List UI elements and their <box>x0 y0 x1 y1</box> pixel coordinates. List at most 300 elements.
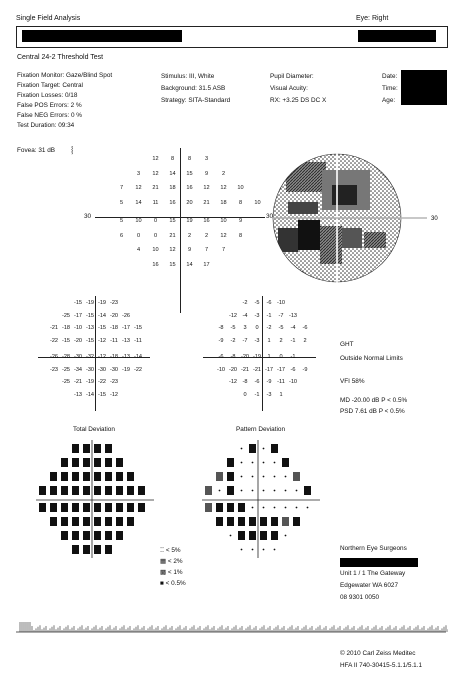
pd-value: -5 <box>278 325 284 331</box>
pd-plot-symbol <box>263 507 265 509</box>
pd-value: -7 <box>242 337 248 344</box>
sensitivity-value: 8 <box>238 232 243 239</box>
pd-plot-symbol <box>293 517 300 526</box>
pd-value: -17 <box>276 366 286 373</box>
false-neg-errors: False NEG Errors: 0 % <box>17 112 82 119</box>
pd-plot-symbol <box>241 549 243 551</box>
legend-row-2: ▦ < 2% <box>160 558 183 565</box>
sensitivity-value: 2 <box>204 232 209 239</box>
sensitivity-value: 12 <box>220 232 227 239</box>
td-value: -13 <box>73 391 83 398</box>
pd-value: -4 <box>242 312 248 319</box>
td-value: -20 <box>109 312 119 319</box>
legend-row-05: ■ < 0.5% <box>160 580 186 587</box>
pd-plot-symbol <box>252 507 254 509</box>
pd-plot-symbol <box>274 462 276 464</box>
pd-plot-symbol <box>285 507 287 509</box>
sensitivity-value: 0 <box>153 218 158 224</box>
td-plot-symbol <box>83 486 90 495</box>
td-plot-symbol <box>116 503 123 512</box>
sensitivity-value: 12 <box>152 156 159 162</box>
td-plot-symbol <box>94 503 101 512</box>
test-name: Central 24-2 Threshold Test <box>17 54 104 61</box>
md-value: MD -20.00 dB P < 0.5% <box>340 397 408 404</box>
pd-plot-symbol <box>241 490 243 492</box>
pd-plot-symbol <box>263 549 265 551</box>
sensitivity-value: 18 <box>220 199 227 206</box>
copyright: © 2010 Carl Zeiss Meditec <box>340 650 416 657</box>
pd-plot-symbol <box>252 490 254 492</box>
pd-plot-symbol <box>205 486 212 495</box>
false-pos-errors: False POS Errors: 2 % <box>17 102 82 109</box>
td-plot-symbol <box>105 458 112 467</box>
pd-plot-symbol <box>282 458 289 467</box>
pd-value: -2 <box>230 337 236 344</box>
td-plot-symbol <box>72 545 79 554</box>
rx: RX: +3.25 DS DC X <box>270 97 327 104</box>
pd-plot-symbol <box>252 462 254 464</box>
pd-plot-symbol <box>241 476 243 478</box>
time-label: Time: <box>382 85 398 92</box>
pd-value: -5 <box>230 325 236 331</box>
td-value: -19 <box>85 379 95 385</box>
institution-phone: 08 9301 0050 <box>340 594 380 601</box>
td-plot-symbol <box>116 517 123 526</box>
pd-value: -1 <box>266 312 272 319</box>
td-value: -26 <box>49 354 59 360</box>
pd-plot-symbol <box>274 476 276 478</box>
sensitivity-value: 2 <box>221 170 226 177</box>
pd-value: -3 <box>254 312 260 319</box>
sensitivity-value: 10 <box>220 218 227 224</box>
td-value: -25 <box>61 379 71 385</box>
td-plot-symbol <box>72 503 79 512</box>
td-plot-symbol <box>105 517 112 526</box>
date-label: Date: <box>382 73 398 80</box>
total-deviation-title: Total Deviation <box>73 426 115 433</box>
pd-plot-symbol <box>271 444 278 453</box>
pd-value: -3 <box>254 337 260 344</box>
pd-plot-symbol <box>227 503 234 512</box>
pd-value: -5 <box>254 300 260 306</box>
sensitivity-value: 16 <box>186 185 193 191</box>
pd-plot-symbol <box>285 535 287 537</box>
pd-value: 1 <box>279 391 283 398</box>
pd-plot-symbol <box>274 507 276 509</box>
pd-plot-symbol <box>227 472 234 481</box>
pd-value: -10 <box>288 379 298 385</box>
pd-plot-symbol <box>249 517 256 526</box>
sensitivity-value: 14 <box>186 261 193 268</box>
td-plot-symbol <box>39 503 46 512</box>
td-value: -25 <box>61 366 71 373</box>
sensitivity-value: 12 <box>203 185 210 191</box>
pd-value: -9 <box>302 366 308 373</box>
td-plot-symbol <box>116 472 123 481</box>
td-value: -19 <box>97 300 107 306</box>
visual-acuity: Visual Acuity: <box>270 85 308 92</box>
background: Background: 31.5 ASB <box>161 85 226 92</box>
pd-value: -6 <box>266 300 272 306</box>
fixation-monitor: Fixation Monitor: Gaze/Blind Spot <box>17 72 113 79</box>
pd-value: -10 <box>216 366 226 373</box>
pd-plot-symbol <box>285 490 287 492</box>
td-plot-symbol <box>83 444 90 453</box>
sensitivity-value: 4 <box>136 247 141 253</box>
pd-plot-symbol <box>307 507 309 509</box>
pd-plot-symbol <box>216 517 223 526</box>
td-value: -15 <box>61 337 71 344</box>
td-plot-symbol <box>105 472 112 481</box>
pd-value: -21 <box>252 366 262 373</box>
td-value: -23 <box>49 366 59 373</box>
td-value: -19 <box>85 300 95 306</box>
td-value: -18 <box>61 325 71 331</box>
td-plot-symbol <box>83 545 90 554</box>
td-value: -15 <box>97 391 107 398</box>
td-plot-symbol <box>50 517 57 526</box>
pd-plot-symbol <box>252 476 254 478</box>
td-value: -30 <box>109 366 119 373</box>
pd-plot-symbol <box>249 531 256 540</box>
sensitivity-value: 21 <box>152 185 159 191</box>
pd-value: -3 <box>266 391 272 398</box>
sensitivity-value: 21 <box>203 199 210 206</box>
pd-plot-symbol <box>263 490 265 492</box>
td-plot-symbol <box>83 531 90 540</box>
pd-value: -6 <box>218 354 224 360</box>
pd-value: 1 <box>267 337 271 344</box>
legend-1-icon: ▩ <box>160 569 168 576</box>
td-value: -21 <box>49 325 59 331</box>
pd-plot-symbol <box>263 476 265 478</box>
td-value: -28 <box>61 354 71 360</box>
td-plot-symbol <box>83 517 90 526</box>
sensitivity-value: 5 <box>119 199 124 206</box>
pd-value: -20 <box>240 354 250 360</box>
sensitivity-value: 3 <box>136 170 141 177</box>
pd-value: -20 <box>228 366 238 373</box>
sensitivity-value: 21 <box>169 232 176 239</box>
pd-value: 0 <box>255 325 259 331</box>
td-plot-symbol <box>105 531 112 540</box>
td-value: -14 <box>133 354 143 360</box>
pd-plot-symbol <box>219 490 221 492</box>
pd-value: 2 <box>279 337 283 344</box>
td-value: -23 <box>109 379 119 385</box>
pd-value: -9 <box>218 337 224 344</box>
sensitivity-value: 10 <box>254 199 261 206</box>
td-value: -17 <box>73 312 83 319</box>
td-value: -15 <box>133 325 143 331</box>
sensitivity-value: 8 <box>170 156 175 162</box>
pd-value: 2 <box>303 337 307 344</box>
td-value: -22 <box>133 366 143 373</box>
td-plot-symbol <box>83 503 90 512</box>
pd-value: -21 <box>240 366 250 373</box>
sensitivity-value: 7 <box>204 247 209 253</box>
td-plot-symbol <box>127 517 134 526</box>
pattern-deviation-title: Pattern Deviation <box>236 426 286 433</box>
institution-name: Northern Eye Surgeons <box>340 545 407 552</box>
td-plot-symbol <box>72 458 79 467</box>
legend-05-icon: ■ <box>160 580 166 587</box>
td-plot-symbol <box>94 486 101 495</box>
sensitivity-value: 12 <box>152 170 159 177</box>
pd-plot-symbol <box>260 531 267 540</box>
td-value: -18 <box>109 325 119 331</box>
sensitivity-value: 16 <box>152 261 159 268</box>
sensitivity-value: 0 <box>153 232 158 239</box>
pd-plot-symbol <box>216 472 223 481</box>
td-value: -12 <box>97 337 107 344</box>
pd-value: -6 <box>290 366 296 373</box>
td-plot-symbol <box>94 545 101 554</box>
sensitivity-value: 15 <box>169 261 176 268</box>
sensitivity-value: 20 <box>186 199 193 206</box>
model-version: HFA II 740-30415-5.1.1/5.1.1 <box>340 662 423 669</box>
sensitivity-value: 16 <box>203 218 210 224</box>
sensitivity-value: 7 <box>119 185 124 191</box>
td-plot-symbol <box>61 517 68 526</box>
td-plot-symbol <box>61 486 68 495</box>
sensitivity-value: 8 <box>187 156 192 162</box>
pd-value: -2 <box>266 325 272 331</box>
pd-value: -1 <box>254 391 260 398</box>
td-value: -14 <box>97 312 107 319</box>
sensitivity-value: 19 <box>186 218 193 224</box>
redacted-institution-line <box>340 558 418 567</box>
ght-value: Outside Normal Limits <box>340 355 403 362</box>
pd-value: -8 <box>218 325 224 331</box>
sensitivity-value: 2 <box>187 232 192 239</box>
fixation-target: Fixation Target: Central <box>17 82 83 89</box>
td-value: -12 <box>97 354 107 360</box>
pd-plot-symbol <box>216 503 223 512</box>
sensitivity-value: 11 <box>152 199 159 206</box>
td-plot-symbol <box>72 531 79 540</box>
pd-plot-symbol <box>260 517 267 526</box>
td-value: -34 <box>73 366 83 373</box>
pd-plot-symbol <box>238 503 245 512</box>
td-plot-symbol <box>116 486 123 495</box>
legend-row-1: ▩ < 1% <box>160 569 183 576</box>
pd-plot-symbol <box>241 462 243 464</box>
sensitivity-value: 9 <box>238 218 243 224</box>
td-plot-symbol <box>138 486 145 495</box>
pd-plot-symbol <box>293 472 300 481</box>
td-plot-symbol <box>105 545 112 554</box>
td-plot-symbol <box>127 486 134 495</box>
pd-plot-symbol <box>227 517 234 526</box>
td-plot-symbol <box>50 486 57 495</box>
pd-value: -1 <box>290 337 296 344</box>
td-value: -15 <box>85 337 95 344</box>
pd-plot-symbol <box>238 531 245 540</box>
pd-plot-symbol <box>263 448 265 450</box>
sensitivity-value: 12 <box>135 185 142 191</box>
pd-plot-symbol <box>274 490 276 492</box>
td-value: -10 <box>73 325 83 331</box>
pd-plot-symbol <box>205 503 212 512</box>
td-plot-symbol <box>94 472 101 481</box>
td-value: -15 <box>73 300 83 306</box>
td-plot-symbol <box>61 458 68 467</box>
td-value: -11 <box>110 337 118 344</box>
td-plot-symbol <box>94 444 101 453</box>
pd-plot-symbol <box>252 549 254 551</box>
td-value: -20 <box>73 337 83 344</box>
sensitivity-value: 3 <box>204 156 209 162</box>
pd-plot-symbol <box>304 486 311 495</box>
sensitivity-value: 12 <box>169 247 176 253</box>
pd-plot-symbol <box>271 531 278 540</box>
pd-plot-symbol <box>227 458 234 467</box>
ght-label: GHT <box>340 341 354 348</box>
sensitivity-value: 0 <box>136 232 141 239</box>
pd-value: -12 <box>228 379 238 385</box>
pd-value: 0 <box>279 354 283 360</box>
td-value: -22 <box>49 337 59 344</box>
td-value: -18 <box>109 354 119 360</box>
td-plot-symbol <box>61 472 68 481</box>
sensitivity-value: 12 <box>220 185 227 191</box>
pd-value: -7 <box>278 312 284 319</box>
pd-value: -10 <box>276 300 286 306</box>
pd-value: -8 <box>242 379 248 385</box>
td-plot-symbol <box>127 472 134 481</box>
td-plot-symbol <box>39 486 46 495</box>
pd-plot-symbol <box>282 517 289 526</box>
td-value: -13 <box>121 354 131 360</box>
sensitivity-value: 15 <box>186 170 193 177</box>
pd-value: -11 <box>277 379 285 385</box>
td-plot-symbol <box>116 458 123 467</box>
td-value: -11 <box>134 337 142 344</box>
fixation-losses: Fixation Losses: 0/18 <box>17 92 78 99</box>
sensitivity-value: 9 <box>204 170 209 177</box>
legend-row-5: ⁚⁚ < 5% <box>160 547 181 554</box>
pd-value: -6 <box>254 379 260 385</box>
sensitivity-value: 16 <box>169 199 176 206</box>
td-plot-symbol <box>83 472 90 481</box>
pd-value: -12 <box>228 312 238 319</box>
pd-value: -6 <box>302 325 308 331</box>
sensitivity-value: 7 <box>221 247 226 253</box>
pd-value: 3 <box>243 325 247 331</box>
pd-plot-symbol <box>271 517 278 526</box>
td-plot-symbol <box>61 503 68 512</box>
td-value: -30 <box>85 366 95 373</box>
td-value: -15 <box>97 325 107 331</box>
pd-value: -19 <box>252 354 262 360</box>
sensitivity-value: 14 <box>135 199 142 206</box>
pd-plot-symbol <box>296 507 298 509</box>
age-label: Age: <box>382 97 396 104</box>
td-plot-symbol <box>138 503 145 512</box>
test-duration: Test Duration: 09:34 <box>17 122 75 129</box>
pd-plot-symbol <box>227 486 234 495</box>
sensitivity-value: 10 <box>237 185 244 191</box>
td-value: -21 <box>73 379 83 385</box>
sensitivity-value: 8 <box>238 199 243 206</box>
td-plot-symbol <box>72 517 79 526</box>
td-plot-symbol <box>50 503 57 512</box>
psd-value: PSD 7.61 dB P < 0.5% <box>340 408 405 415</box>
sensitivity-value: 10 <box>135 218 142 224</box>
td-value: -23 <box>109 300 119 306</box>
td-plot-symbol <box>72 486 79 495</box>
td-value: -15 <box>85 312 95 319</box>
pattern-deviation-plot <box>196 440 326 560</box>
strategy: Strategy: SITA-Standard <box>161 97 231 104</box>
sensitivity-value: 5 <box>119 218 124 224</box>
td-plot-symbol <box>72 472 79 481</box>
td-plot-symbol <box>116 531 123 540</box>
td-value: -32 <box>85 354 95 360</box>
pd-value: -2 <box>242 300 248 306</box>
vfi-value: VFI 58% <box>340 378 365 385</box>
sensitivity-value: 9 <box>187 247 192 253</box>
axis-label-right: 30 <box>266 213 274 220</box>
sensitivity-value: 15 <box>169 218 176 224</box>
pd-plot-symbol <box>238 517 245 526</box>
pd-plot-symbol <box>249 444 256 453</box>
sensitivity-value: 17 <box>203 261 210 268</box>
td-value: -25 <box>61 312 71 319</box>
pd-value: -8 <box>230 354 236 360</box>
pd-plot-symbol <box>274 549 276 551</box>
td-plot-symbol <box>94 517 101 526</box>
report-title: Single Field Analysis <box>16 15 81 22</box>
pd-value: -1 <box>290 354 296 360</box>
total-deviation-plot <box>30 440 160 560</box>
td-plot-symbol <box>61 531 68 540</box>
td-value: -12 <box>109 391 119 398</box>
td-plot-symbol <box>83 458 90 467</box>
sensitivity-value: 6 <box>119 232 124 239</box>
td-value: -19 <box>121 366 131 373</box>
td-plot-symbol <box>105 444 112 453</box>
pd-plot-symbol <box>230 535 232 537</box>
sensitivity-value: 10 <box>152 247 159 253</box>
pd-value: -4 <box>290 325 296 331</box>
legend-5-icon: ⁚⁚ <box>160 547 166 554</box>
stimulus: Stimulus: III, White <box>161 73 215 80</box>
eye-label: Eye: Right <box>356 15 389 22</box>
pd-plot-symbol <box>285 476 287 478</box>
fovea-mark-icon: ⸾ <box>71 147 74 154</box>
institution-address-2: Edgewater WA 6027 <box>340 582 399 589</box>
pd-value: 1 <box>267 354 271 360</box>
legend-2-icon: ▦ <box>160 558 168 565</box>
institution-address-1: Unit 1 / 1 The Gateway <box>340 570 406 577</box>
pd-plot-symbol <box>263 462 265 464</box>
td-plot-symbol <box>105 503 112 512</box>
td-value: -14 <box>85 391 95 398</box>
pd-plot-symbol <box>241 448 243 450</box>
fovea-value: Fovea: 31 dB <box>17 147 56 154</box>
sensitivity-value: 14 <box>169 170 176 177</box>
pd-value: -13 <box>288 312 298 319</box>
td-plot-symbol <box>105 486 112 495</box>
td-plot-symbol <box>50 472 57 481</box>
axis-label-left: 30 <box>84 213 92 220</box>
td-value: -30 <box>73 354 83 360</box>
td-value: -22 <box>97 379 107 385</box>
gaze-tracking-strip <box>16 618 448 642</box>
grayscale-axis-label: 30 <box>431 216 438 222</box>
